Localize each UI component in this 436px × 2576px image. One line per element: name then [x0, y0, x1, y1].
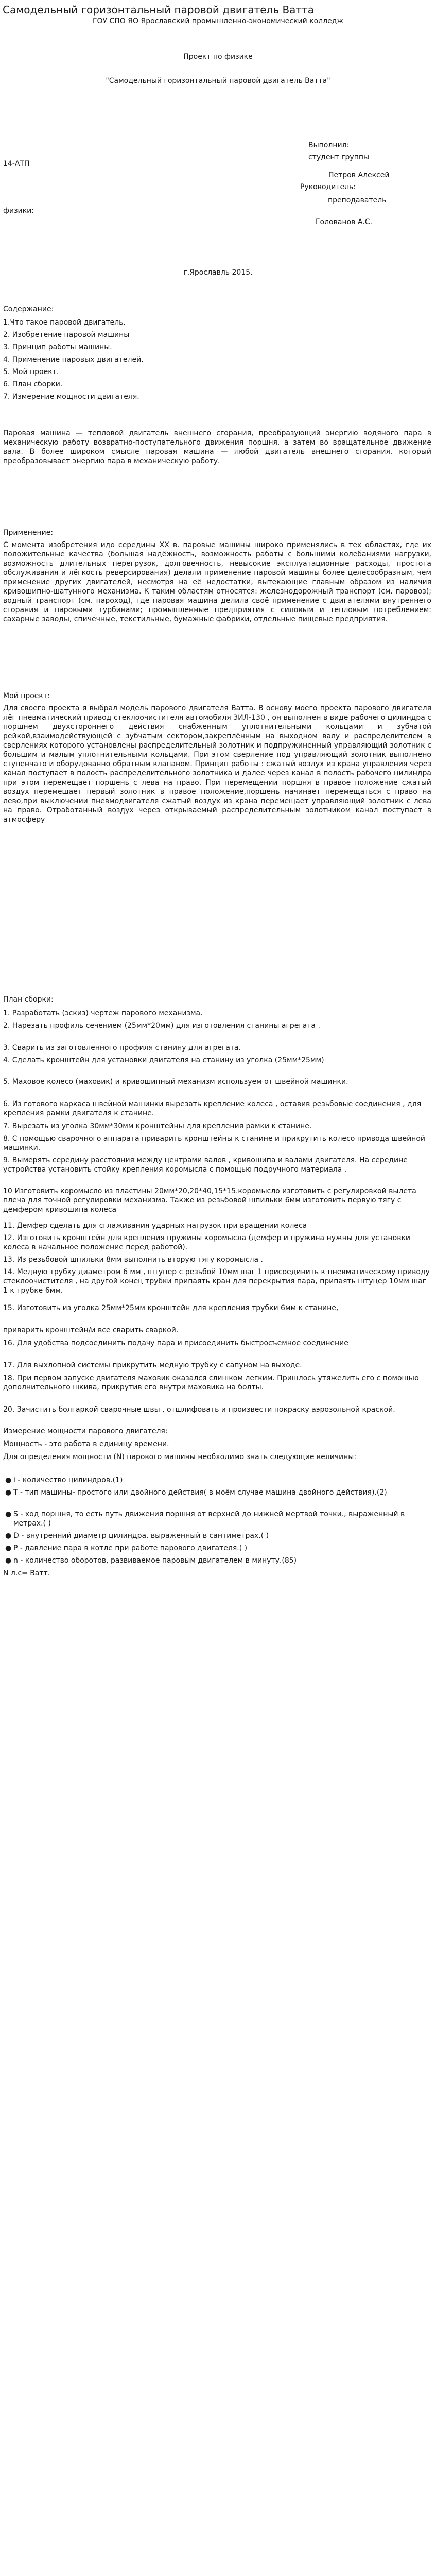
project-label: Проект по физике — [183, 53, 253, 61]
plan-step: 13. Из резьбовой шпильки 8мм выполнить вторую тягу коромысла . — [3, 1256, 263, 1264]
quantity-item — [5, 1510, 428, 1528]
quantity-text: i - количество цилиндров.(1) — [13, 1476, 123, 1484]
quantity-item — [5, 1488, 428, 1497]
plan-step: 3. Сварить из заготовленного профиля станину для агрегата. — [3, 1044, 241, 1052]
plan-step: 12. Изготовить кронштейн для крепления пружины коромысла (демфер и пружина нужны для установки колеса в начальное положение перед работой). — [3, 1234, 411, 1251]
formula-line: N л.с= Ватт. — [3, 1569, 50, 1578]
quantity-item — [5, 1544, 428, 1553]
contents-heading: Содержание: — [3, 305, 54, 313]
plan-step: 18. При первом запуске двигателя маховик оказался слишком легким. Пришлось утяжелить его с помощью дополнительного шкива, прикрутив его внутри маховика на болты. — [3, 1374, 419, 1392]
plan-step: 4. Сделать кронштейн для установки двигателя на станину из уголка (25мм*25мм) — [3, 1056, 324, 1064]
plan-step: 5. Маховое колесо (маховик) и кривошипный механизм используем от швейной машинки. — [3, 1078, 348, 1086]
contents-item: 7. Измерение мощности двигателя. — [3, 393, 139, 401]
quantity-text: D - внутренний диаметр цилиндра, выраженный в сантиметрах.( ) — [13, 1532, 269, 1540]
measurement-intro: Для определения мощности (N) парового машины необходимо знать следующие величины: — [3, 1453, 357, 1461]
intro-paragraph: Паровая машина — тепловой двигатель внешнего сгорания, преобразующий энергию водяного пара в механическую работу возвратно-поступательного движения поршня, а затем во вращательное движение вала. В более широком смысле паровая машина — любой двигатель внешнего сгорания, который преобразовывает энергию пара в механическую работу. — [3, 429, 431, 465]
supervisor-label: Руководитель: — [300, 183, 356, 191]
bullet-icon: ● — [5, 1488, 12, 1497]
plan-step: 6. Из готового каркаса швейной машинки вырезать крепление колеса , оставив резьбовые соединения , для крепления рамки двигателя к станине. — [3, 1100, 422, 1117]
plan-step: 17. Для выхлопной системы прикрутить медную трубку с сапуном на выходе. — [3, 1361, 302, 1369]
application-paragraph: С момента изобретения идо середины XX в. паровые машины широко применялись в тех областях, где их положительные качества (большая надёжность, возможность работы с большими колебаниями нагрузки, возможность длительных перегрузок, долговечность, невысокие эксплуатационные расходы, простота обслуживания и лёгкость реверсирования) делали применение паровой машины более целесообразным, чем применение других двигателей, несмотря на её недостатки, вытекающие главным образом из наличия кривошипно-шатунного механизма. К таким областям относятся: железнодорожный транспорт (см. паровоз); водный транспорт (см. пароход), где паровая машина делила своё применение с двигателями внутреннего сгорания и паровыми турбинами; промышленные предприятия с силовым и тепловым потреблением: сахарные заводы, спичечные, текстильные, бумажные фабрики, отдельные пищевые предприятия. — [3, 541, 431, 623]
performed-label: Выполнил: — [308, 141, 350, 149]
plan-step: 8. С помощью сварочного аппарата приварить кронштейны к станине и прикрутить колесо привода швейной машинки. — [3, 1134, 425, 1152]
contents-item: 3. Принцип работы машины. — [3, 343, 112, 351]
plan-step: 16. Для удобства подсоединить подачу пара и присоединить быстросъемное соединение — [3, 1339, 348, 1347]
plan-step: 14. Медную трубку диаметром 6 мм , штуцер с резьбой 10мм шаг 1 присоединить к пневматическому приводу стеклоочистителя , на другой конец трубки припаять кран для перекрытия пара, припаять штуцер 10мм шаг 1 к трубке 6мм. — [3, 1268, 430, 1295]
project-paragraph: Для своего проекта я выбрал модель парового двигателя Ватта. В основу моего проекта парового двигателя лёг пневматический привод стеклоочистителя автомобиля ЗИЛ-130 , он выполнен в виде рабочего цилиндра с поршнем двухстороннего действия снабженным уплотнительными кольцами и зубчатой рейкой,взаимодействующей с зубчатым сектором,закреплённым на выходном валу и распределителем в сверлениях которого установлены распределительный золотник и подпружиненный управляющий золотник с большим и малым уплотнительными кольцами. При этом сверление под управляющий золотник выполнено ступенчато и оборудованно обратным клапаном. Принцип работы : сжатый воздух из крана управления через канал поступает в полость распределительного золотника и далее через канал в полость рабочего цилиндра при этом перемещает поршень с лева на право. При перемещении поршня в правое положение сжатый воздух перемещает первый золотник в правое положение,поршень начинает перемещаться с право на лево,при выключении пневмодвигателя сжатый воздух из крана перемещает управляющий золотник с лева на право. Отработанный воздух через открываемый распределительным золотником канал поступает в атмосферу — [3, 704, 431, 824]
plan-step: 9. Вымерять середину расстояния между центрами валов , кривошипа и валами двигателя. На середине устройства установить стойку крепления коромысла с помощью подручного материала . — [3, 1156, 408, 1174]
project-name: "Самодельный горизонтальный паровой двигатель Ватта" — [106, 77, 330, 85]
power-definition: Мощность - это работа в единицу времени. — [3, 1440, 169, 1448]
document-title: Самодельный горизонтальный паровой двигатель Ватта — [3, 4, 314, 16]
plan-step: 7. Вырезать из уголка 30мм*30мм кронштейны для крепления рамки к станине. — [3, 1122, 312, 1130]
project-heading: Мой проект: — [3, 692, 50, 700]
student-group-label: студент группы — [308, 153, 370, 161]
quantity-text: T - тип машины- простого или двойного действия( в моём случае машина двойного действия).(2) — [13, 1488, 387, 1497]
contents-item: 5. Мой проект. — [3, 368, 59, 376]
quantity-item — [5, 1476, 428, 1485]
quantity-item — [5, 1556, 428, 1565]
application-heading: Применение: — [3, 529, 54, 537]
subject-label: физики: — [3, 207, 34, 215]
plan-heading: План сборки: — [3, 995, 54, 1004]
contents-item: 1.Что такое паровой двигатель. — [3, 318, 126, 327]
student-name: Петров Алексей — [328, 171, 390, 179]
contents-item: 2. Изобретение паровой машины — [3, 331, 130, 339]
plan-step: 15. Изготовить из уголка 25мм*25мм кронштейн для крепления трубки 6мм к станине, — [3, 1304, 339, 1312]
college-name: ГОУ СПО ЯО Ярославский промышленно-экономический колледж — [92, 17, 344, 25]
bullet-icon: ● — [5, 1556, 12, 1565]
city-year: г.Ярославль 2015. — [183, 268, 253, 277]
quantity-text: n - количество оборотов, развиваемое паровым двигателем в минуту.(85) — [13, 1556, 297, 1565]
plan-step: 20. Зачистить болгаркой сварочные швы , отшлифовать и произвести покраску аэрозольной краской. — [3, 1405, 395, 1414]
quantity-text: S - ход поршня, то есть путь движения поршня от верхней до нижней мертвой точки., выраженный в метрах.( ) — [13, 1510, 405, 1528]
measurement-heading: Измерение мощности парового двигателя: — [3, 1427, 168, 1435]
bullet-icon: ● — [5, 1544, 12, 1552]
contents-item: 6. План сборки. — [3, 380, 63, 388]
plan-step: 2. Нарезать профиль сечением (25мм*20мм) для изготовления станины агрегата . — [3, 1022, 320, 1030]
plan-step: приварить кронштейн/и все сварить сваркой. — [3, 1326, 179, 1334]
group-code: 14-АТП — [3, 160, 30, 168]
bullet-icon: ● — [5, 1476, 12, 1484]
plan-step: 10 Изготовить коромысло из пластины 20мм*20,20*40,15*15.коромысло изготовить с регулировкой вылета плеча для точной регулировки механизма. Также из резьбовой шпильки 6мм изготовить первую тягу с демфером кривошипа колеса — [3, 1187, 416, 1214]
plan-step: 11. Демфер сделать для сглаживания ударных нагрузок при вращении колеса — [3, 1222, 307, 1230]
quantity-item — [5, 1531, 428, 1540]
plan-step: 1. Разработать (эскиз) чертеж парового механизма. — [3, 1009, 203, 1018]
teacher-name: Голованов А.С. — [316, 218, 373, 226]
teacher-label: преподаватель — [328, 196, 387, 205]
bullet-icon: ● — [5, 1510, 12, 1518]
quantity-text: P - давление пара в котле при работе парового двигателя.( ) — [13, 1544, 248, 1552]
contents-item: 4. Применение паровых двигателей. — [3, 355, 144, 364]
bullet-icon: ● — [5, 1532, 12, 1540]
